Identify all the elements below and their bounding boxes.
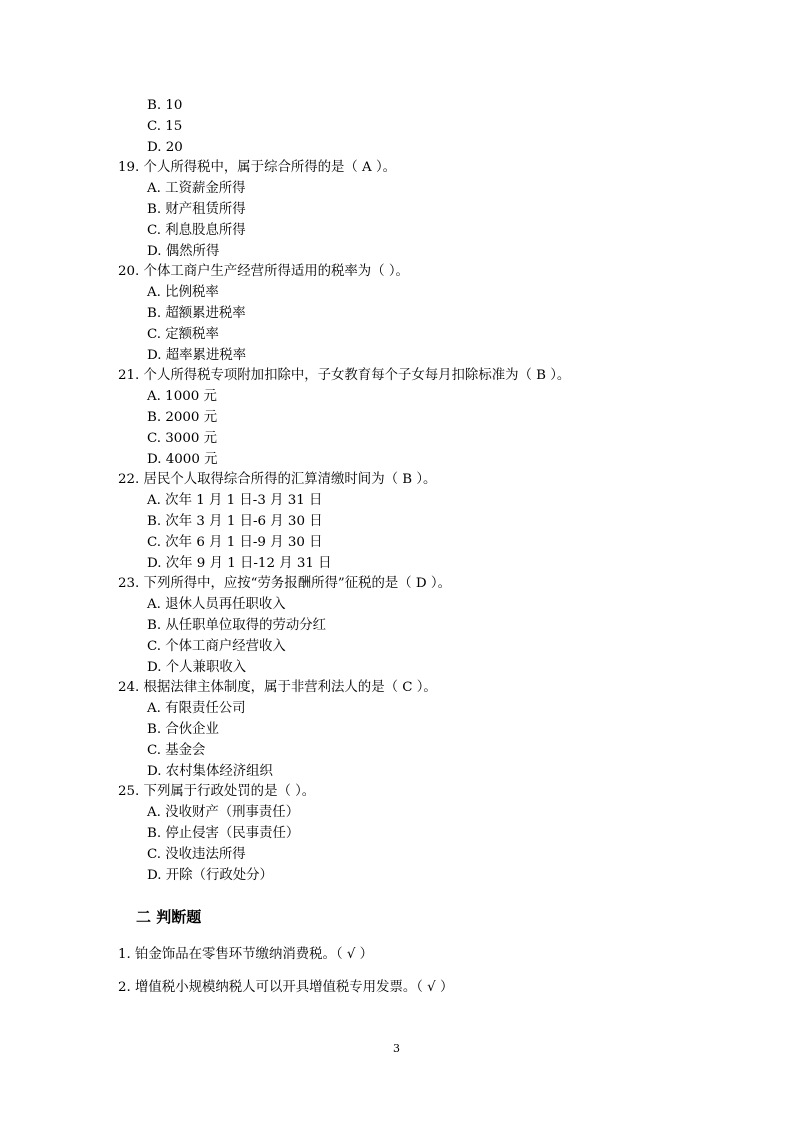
answer-option: B. 超额累进税率 xyxy=(147,306,246,321)
answer-option: A. 有限责任公司 xyxy=(147,701,246,717)
answer-option: A. 次年 1 月 1 日-3 月 31 日 xyxy=(147,493,323,509)
answer-option: B. 2000 元 xyxy=(147,410,218,425)
question-stem: 25. 下列属于行政处罚的是（ ）。 xyxy=(118,784,316,800)
answer-option: D. 超率累进税率 xyxy=(147,347,247,363)
question-stem: 20. 个体工商户生产经营所得适用的税率为（ ）。 xyxy=(118,264,409,280)
answer-option: B. 10 xyxy=(147,98,183,113)
section-title: 二 判断题 xyxy=(136,908,202,926)
answer-option: C. 利息股息所得 xyxy=(147,222,246,238)
judgment-item: 1. 铂金饰品在零售环节缴纳消费税。（ √ ） xyxy=(118,947,374,962)
answer-option: A. 退休人员再任职收入 xyxy=(147,597,286,613)
question-stem: 21. 个人所得税专项附加扣除中，子女教育每个子女每月扣除标准为（ B ）。 xyxy=(118,368,571,384)
judgment-item: 2. 增值税小规模纳税人可以开具增值税专用发票。（ √ ） xyxy=(118,980,454,995)
question-stem: 19. 个人所得税中，属于综合所得的是（ A ）。 xyxy=(118,160,397,176)
answer-option: C. 基金会 xyxy=(147,742,206,758)
answer-option: C. 15 xyxy=(147,118,183,134)
answer-option: A. 1000 元 xyxy=(147,389,217,405)
answer-option: A. 没收财产（刑事责任） xyxy=(147,805,300,821)
answer-option: B. 次年 3 月 1 日-6 月 30 日 xyxy=(147,514,323,529)
answer-option: B. 合伙企业 xyxy=(147,722,219,737)
page-number: 3 xyxy=(393,1042,400,1055)
question-stem: 24. 根据法律主体制度，属于非营利法人的是（ C ）。 xyxy=(118,680,437,696)
answer-option: C. 没收违法所得 xyxy=(147,846,246,862)
answer-option: A. 比例税率 xyxy=(147,285,219,301)
question-stem: 23. 下列所得中，应按“劳务报酬所得”征税的是（ D ）。 xyxy=(118,576,451,592)
question-stem: 22. 居民个人取得综合所得的汇算清缴时间为（ B ）。 xyxy=(118,472,437,488)
answer-option: B. 财产租赁所得 xyxy=(147,202,246,217)
answer-option: B. 从任职单位取得的劳动分红 xyxy=(147,618,327,633)
answer-option: D. 农村集体经济组织 xyxy=(147,763,273,779)
answer-option: C. 次年 6 月 1 日-9 月 30 日 xyxy=(147,534,323,550)
answer-option: C. 定额税率 xyxy=(147,326,219,342)
answer-option: D. 开除（行政处分） xyxy=(147,867,273,883)
answer-option: B. 停止侵害（民事责任） xyxy=(147,826,300,841)
answer-option: D. 个人兼职收入 xyxy=(147,659,247,675)
answer-option: D. 20 xyxy=(147,139,183,155)
answer-option: C. 3000 元 xyxy=(147,430,218,446)
answer-option: D. 次年 9 月 1 日-12 月 31 日 xyxy=(147,555,332,571)
answer-option: A. 工资薪金所得 xyxy=(147,181,246,197)
answer-option: D. 4000 元 xyxy=(147,451,218,467)
answer-option: C. 个体工商户经营收入 xyxy=(147,638,286,654)
answer-option: D. 偶然所得 xyxy=(147,243,220,259)
